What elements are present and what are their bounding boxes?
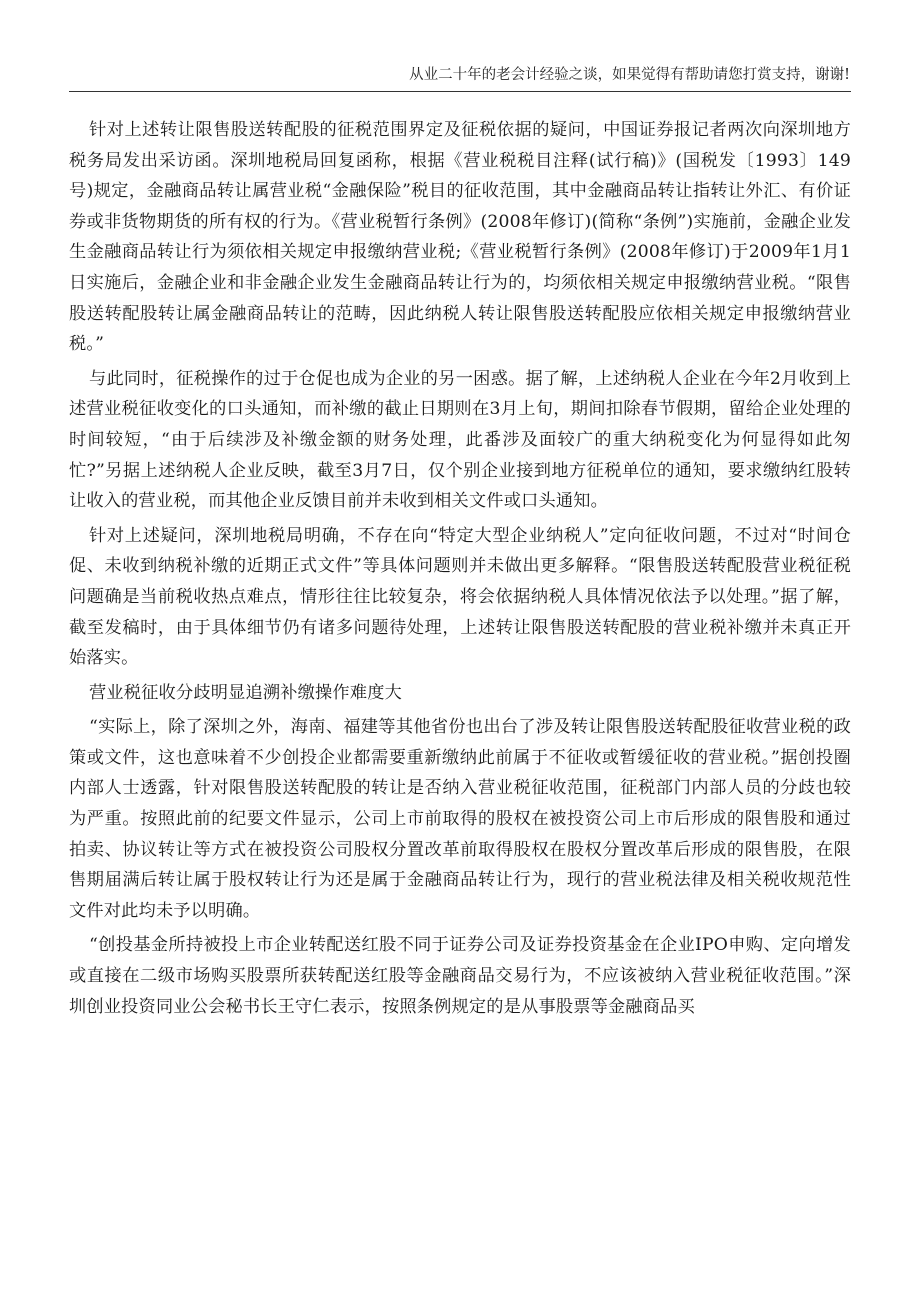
section-heading: 营业税征收分歧明显追溯补缴操作难度大	[89, 682, 402, 703]
article-body	[69, 115, 851, 1026]
paragraph: 针对上述转让限售股送转配股的征税范围界定及征税依据的疑问，中国证券报记者两次向深圳地方税务局发出采访函。深圳地税局回复函称，根据《营业税税目注释(试行稿)》(国税发〔1993〕149号)规定，金融商品转让属营业税“金融保险”税目的征收范围，其中金融商品转让指转让外汇、有价证券或非货物期货的所有权的行为。《营业税暂行条例》(2008年修订)(简称“条例”)实施前，金融企业发生金融商品转让行为须依相关规定申报缴纳营业税;《营业税暂行条例》(2008年修订)于2009年1月1日实施后，金融企业和非金融企业发生金融商品转让行为的，均须依相关规定申报缴纳营业税。“限售股送转配股转让属金融商品转让的范畴，因此纳税人转让限售股送转配股应依相关规定申报缴纳营业税。”	[69, 120, 851, 355]
paragraph: 与此同时，征税操作的过于仓促也成为企业的另一困惑。据了解，上述纳税人企业在今年2月收到上述营业税征收变化的口头通知，而补缴的截止日期则在3月上旬，期间扣除春节假期，留给企业处理的时间较短，“由于后续涉及补缴金额的财务处理，此番涉及面较广的重大纳税变化为何显得如此匆忙?”另据上述纳税人企业反映，截至3月7日，仅个别企业接到地方征税单位的通知，要求缴纳红股转让收入的营业税，而其他企业反馈目前并未收到相关文件或口头通知。	[69, 368, 851, 512]
paragraph: “实际上，除了深圳之外，海南、福建等其他省份也出台了涉及转让限售股送转配股征收营业税的政策或文件，这也意味着不少创投企业都需要重新缴纳此前属于不征收或暂缓征收的营业税。”据创投圈内部人士透露，针对限售股送转配股的转让是否纳入营业税征收范围，征税部门内部人员的分歧也较为严重。按照此前的纪要文件显示，公司上市前取得的股权在被投资公司上市后形成的限售股和通过拍卖、协议转让等方式在被投资公司股权分置改革前取得股权在股权分置改革后形成的限售股，在限售期届满后转让属于股权转让行为还是属于金融商品转让行为，现行的营业税法律及相关税收规范性文件对此均未予以明确。	[69, 717, 851, 921]
paragraph: “创投基金所持被投上市企业转配送红股不同于证券公司及证券投资基金在企业IPO申购、定向增发或直接在二级市场购买股票所获转配送红股等金融商品交易行为，不应该被纳入营业税征收范围。”深圳创业投资同业公会秘书长王守仁表示，按照条例规定的是从事股票等金融商品买	[69, 935, 851, 1017]
header-note: 从业二十年的老会计经验之谈，如果觉得有帮助请您打赏支持，谢谢!	[409, 67, 850, 83]
paragraph: 针对上述疑问，深圳地税局明确，不存在向“特定大型企业纳税人”定向征收问题，不过对“时间仓促、未收到纳税补缴的近期正式文件”等具体问题则并未做出更多解释。“限售股送转配股营业税征税问题确是当前税收热点难点，情形往往比较复杂，将会依据纳税人具体情况依法予以处理。”据了解，截至发稿时，由于具体细节仍有诸多问题待处理，上述转让限售股送转配股的营业税补缴并未真正开始落实。	[69, 525, 851, 669]
header-divider	[69, 91, 851, 92]
